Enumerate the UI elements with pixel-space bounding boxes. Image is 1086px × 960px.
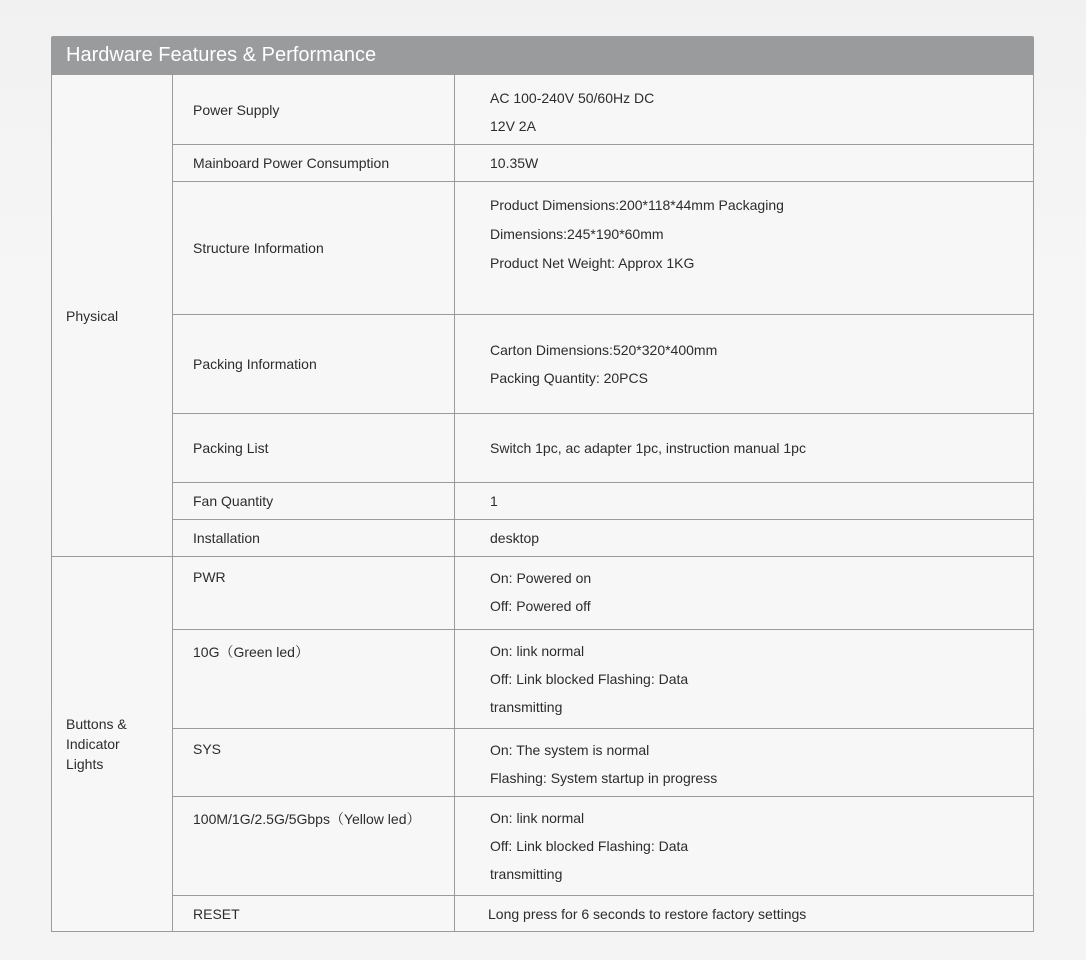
spec-value <box>455 896 1033 932</box>
spec-name: Packing Information <box>173 315 455 413</box>
spec-name: 100M/1G/2.5G/5Gbps（Yellow led） <box>173 797 455 895</box>
table-row <box>173 728 1033 796</box>
spec-value-line: Dimensions:245*190*60mm <box>490 226 664 242</box>
spec-name: Installation <box>173 520 455 556</box>
spec-value-line: Flashing: System startup in progress <box>490 770 718 786</box>
spec-name: Structure Information <box>173 182 455 314</box>
table-row <box>173 519 1033 556</box>
group-buttons-indicators <box>52 556 1033 931</box>
spec-value <box>455 315 1033 413</box>
spec-value-line: Off: Link blocked Flashing: Data <box>490 838 689 854</box>
spec-value-line: Off: Powered off <box>490 598 591 614</box>
spec-value-line: desktop <box>490 530 540 546</box>
spec-value <box>455 414 1033 482</box>
table-row <box>173 895 1033 932</box>
spec-grid <box>51 75 1034 932</box>
spec-value <box>455 75 1033 144</box>
spec-value-line: On: Powered on <box>490 570 592 586</box>
spec-value-line: transmitting <box>490 866 563 882</box>
table-row <box>173 482 1033 519</box>
spec-value <box>455 797 1033 895</box>
spec-value-line: 1 <box>490 493 498 509</box>
table-row <box>173 144 1033 181</box>
spec-value-line: Carton Dimensions:520*320*400mm <box>490 342 718 358</box>
spec-name: 10G（Green led） <box>173 630 455 728</box>
group-physical <box>52 75 1033 556</box>
spec-value <box>455 557 1033 629</box>
spec-value-line: AC 100-240V 50/60Hz DC <box>490 90 655 106</box>
spec-value <box>455 182 1033 314</box>
spec-name: Fan Quantity <box>173 483 455 519</box>
spec-value-line: Off: Link blocked Flashing: Data <box>490 671 689 687</box>
table-row <box>173 796 1033 895</box>
table-row <box>173 181 1033 314</box>
spec-value-line: Long press for 6 seconds to restore factory settings <box>488 906 807 922</box>
spec-name: PWR <box>173 557 455 629</box>
group-label: Physical <box>52 75 173 556</box>
spec-value-line: Product Net Weight: Approx 1KG <box>490 255 695 271</box>
spec-value <box>455 483 1033 519</box>
spec-value-line: Switch 1pc, ac adapter 1pc, instruction manual 1pc <box>490 440 806 456</box>
spec-value <box>455 520 1033 556</box>
spec-value-line: On: link normal <box>490 810 585 826</box>
spec-value-line: 10.35W <box>490 155 539 171</box>
table-row <box>173 557 1033 629</box>
table-row <box>173 314 1033 413</box>
table-row <box>173 413 1033 482</box>
table-row <box>173 75 1033 144</box>
spec-value <box>455 729 1033 796</box>
spec-value <box>455 145 1033 181</box>
spec-value-line: transmitting <box>490 699 563 715</box>
table-row <box>173 629 1033 728</box>
spec-value-line: Product Dimensions:200*118*44mm Packaging <box>490 197 784 213</box>
spec-value-line: 12V 2A <box>490 118 536 134</box>
spec-value-line: Packing Quantity: 20PCS <box>490 370 648 386</box>
spec-value-line: On: link normal <box>490 643 585 659</box>
spec-name: RESET <box>173 896 455 932</box>
table-title: Hardware Features & Performance <box>51 36 1034 75</box>
spec-value-line: On: The system is normal <box>490 742 650 758</box>
spec-name: Power Supply <box>173 75 455 144</box>
spec-value <box>455 630 1033 728</box>
spec-name: SYS <box>173 729 455 796</box>
spec-name: Packing List <box>173 414 455 482</box>
spec-table <box>51 36 1034 932</box>
group-label: Buttons & Indicator Lights <box>52 557 173 931</box>
spec-name: Mainboard Power Consumption <box>173 145 455 181</box>
